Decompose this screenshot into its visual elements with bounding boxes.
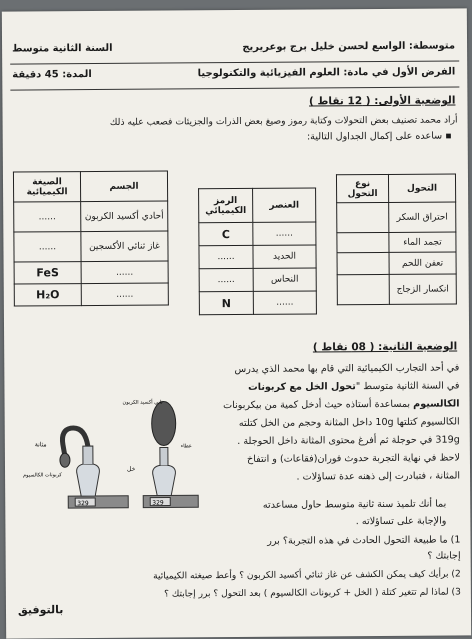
table-cell: ...... — [81, 261, 168, 284]
table-transformations — [336, 173, 457, 305]
left-scale-value: 329 — [77, 500, 89, 508]
right-flask — [153, 465, 176, 495]
table-cell: النحاس — [253, 268, 316, 291]
table-cell: تجمد الماء — [389, 232, 456, 252]
table-cell: ...... — [14, 202, 81, 232]
label-gas: ثاني أكسيد الكربون — [122, 399, 163, 406]
question-1-cont: إجابتك ؟ — [427, 550, 461, 562]
section2-help1: بما أنك تلميذ سنة ثانية متوسط حاول مساعدته — [262, 498, 447, 511]
table-cell: ...... — [253, 222, 316, 245]
question-3: 3) لماذا لم تتغير كتلة ( الخل + كربونات الكالسيوم ) بعد التحول ؟ برر إجابتك ؟ — [164, 587, 461, 600]
school-year: السنة الثانية متوسط — [12, 42, 113, 55]
section2-help2: والإجابة على تساؤلاته . — [355, 515, 447, 528]
table-cell: احتراق السكر — [389, 202, 456, 232]
table-cell: تعفن اللحم — [389, 252, 456, 274]
answer-cell[interactable] — [337, 274, 389, 304]
label-calcium: كربونات الكالسيوم — [23, 472, 62, 479]
col-header-formula: الصيغة الكيميائية — [13, 172, 80, 202]
label-cap: غطاء — [180, 443, 192, 450]
header-divider — [10, 60, 459, 64]
table-cell: FeS — [14, 262, 81, 284]
inflated-balloon — [152, 401, 176, 445]
exam-paper — [2, 8, 471, 638]
table-cell: N — [199, 291, 253, 314]
section2-line2b: تحول الخل مع كربونات — [248, 381, 356, 393]
col-header-symbol: الرمز الكيميائي — [199, 188, 253, 222]
section2-line7: المثانة ، فتبادرت إلى ذهنه عدة تساؤلات . — [296, 470, 461, 483]
table-elements — [198, 187, 317, 315]
label-flask: مثانة — [34, 441, 47, 449]
col-header-substance: الجسم — [80, 171, 167, 202]
section2-title: الوضعية الثانية: ( 08 نقاط ) — [312, 340, 458, 354]
school-name: متوسطة: الواسع لحسن خليل برج بوعريريج — [242, 40, 456, 53]
left-flask — [77, 464, 100, 496]
section2-line3b: بمساعدة أستاذه حيث أدخل كمية من بيكربونات — [223, 398, 411, 412]
table-compounds — [13, 170, 169, 306]
section2-line1: في أحد التجارب الكيميائية التي قام بها محمد الذي يدرس — [234, 362, 460, 376]
table-cell: ...... — [81, 283, 168, 306]
table-cell: C — [199, 222, 253, 245]
table-cell: H₂O — [14, 284, 81, 306]
section2-line3a: الكالسيوم — [413, 398, 460, 410]
section1-task-text: ساعده على إكمال الجداول التالية: — [306, 130, 443, 143]
bullet-icon: ▪ — [442, 130, 452, 142]
section2-line6: لاحظ في نهاية التجربة حدوث فوران(فقاعات) و انتفاخ — [246, 452, 460, 465]
col-header-type: نوع التحول — [336, 174, 388, 202]
section2-line2 — [248, 378, 459, 395]
section1-task — [307, 128, 452, 145]
col-header-transform: التحول — [388, 174, 455, 202]
label-vinegar: خل — [126, 465, 136, 473]
table-cell: ...... — [199, 268, 253, 291]
table-cell: أحادي أكسيد الكربون — [81, 201, 168, 232]
footer-signoff: بالتوفيق — [17, 603, 64, 617]
table-cell: غاز ثنائي الأكسجين — [81, 231, 168, 262]
table-cell: ...... — [14, 232, 81, 262]
table-cell: ...... — [199, 245, 253, 268]
experiment-figure — [23, 395, 202, 526]
section2-line2a: في السنة الثانية متوسط " — [355, 380, 460, 393]
section1-intro: أراد محمد تصنيف بعض التحولات وكتابة رموز وصيغ بعض الذرات والجزيئات فصعب عليه ذلك — [109, 114, 458, 128]
table-cell: الحديد — [253, 245, 316, 268]
col-header-element: العنصر — [253, 188, 316, 222]
left-flask-setup — [60, 428, 129, 509]
header-divider-2 — [10, 86, 459, 90]
answer-cell[interactable] — [337, 202, 389, 232]
section2-line4: الكالسيوم كتلتها 10g داخل المثانة وحجم من الخل كتلته — [238, 416, 460, 429]
answer-cell[interactable] — [337, 252, 389, 274]
section2-line5: 319g في حوجلة ثم أفرغ محتوى المثانة داخل الحوجلة . — [237, 434, 460, 447]
exam-duration: المدة: 45 دقيقة — [12, 69, 92, 81]
table-cell: انكسار الزجاج — [389, 274, 456, 304]
right-scale-value: 329 — [152, 499, 164, 507]
right-flask-setup — [143, 401, 199, 507]
section2-line3 — [223, 396, 460, 414]
answer-cell[interactable] — [337, 232, 389, 252]
question-1: 1) ما طبيعة التحول الحادث في هذه التجربة؟ برر — [267, 534, 461, 547]
question-2: 2) برأيك كيف يمكن الكشف عن غاز ثنائي أكسيد الكربون ؟ وأعط صيغته الكيميائية — [153, 569, 461, 582]
table-cell: ...... — [253, 291, 316, 314]
section1-title: الوضعية الأولى: ( 12 نقاط ) — [308, 94, 456, 108]
exam-title: الفرض الأول في مادة: العلوم الفيزيائية والتكنولوجيا — [197, 66, 456, 80]
